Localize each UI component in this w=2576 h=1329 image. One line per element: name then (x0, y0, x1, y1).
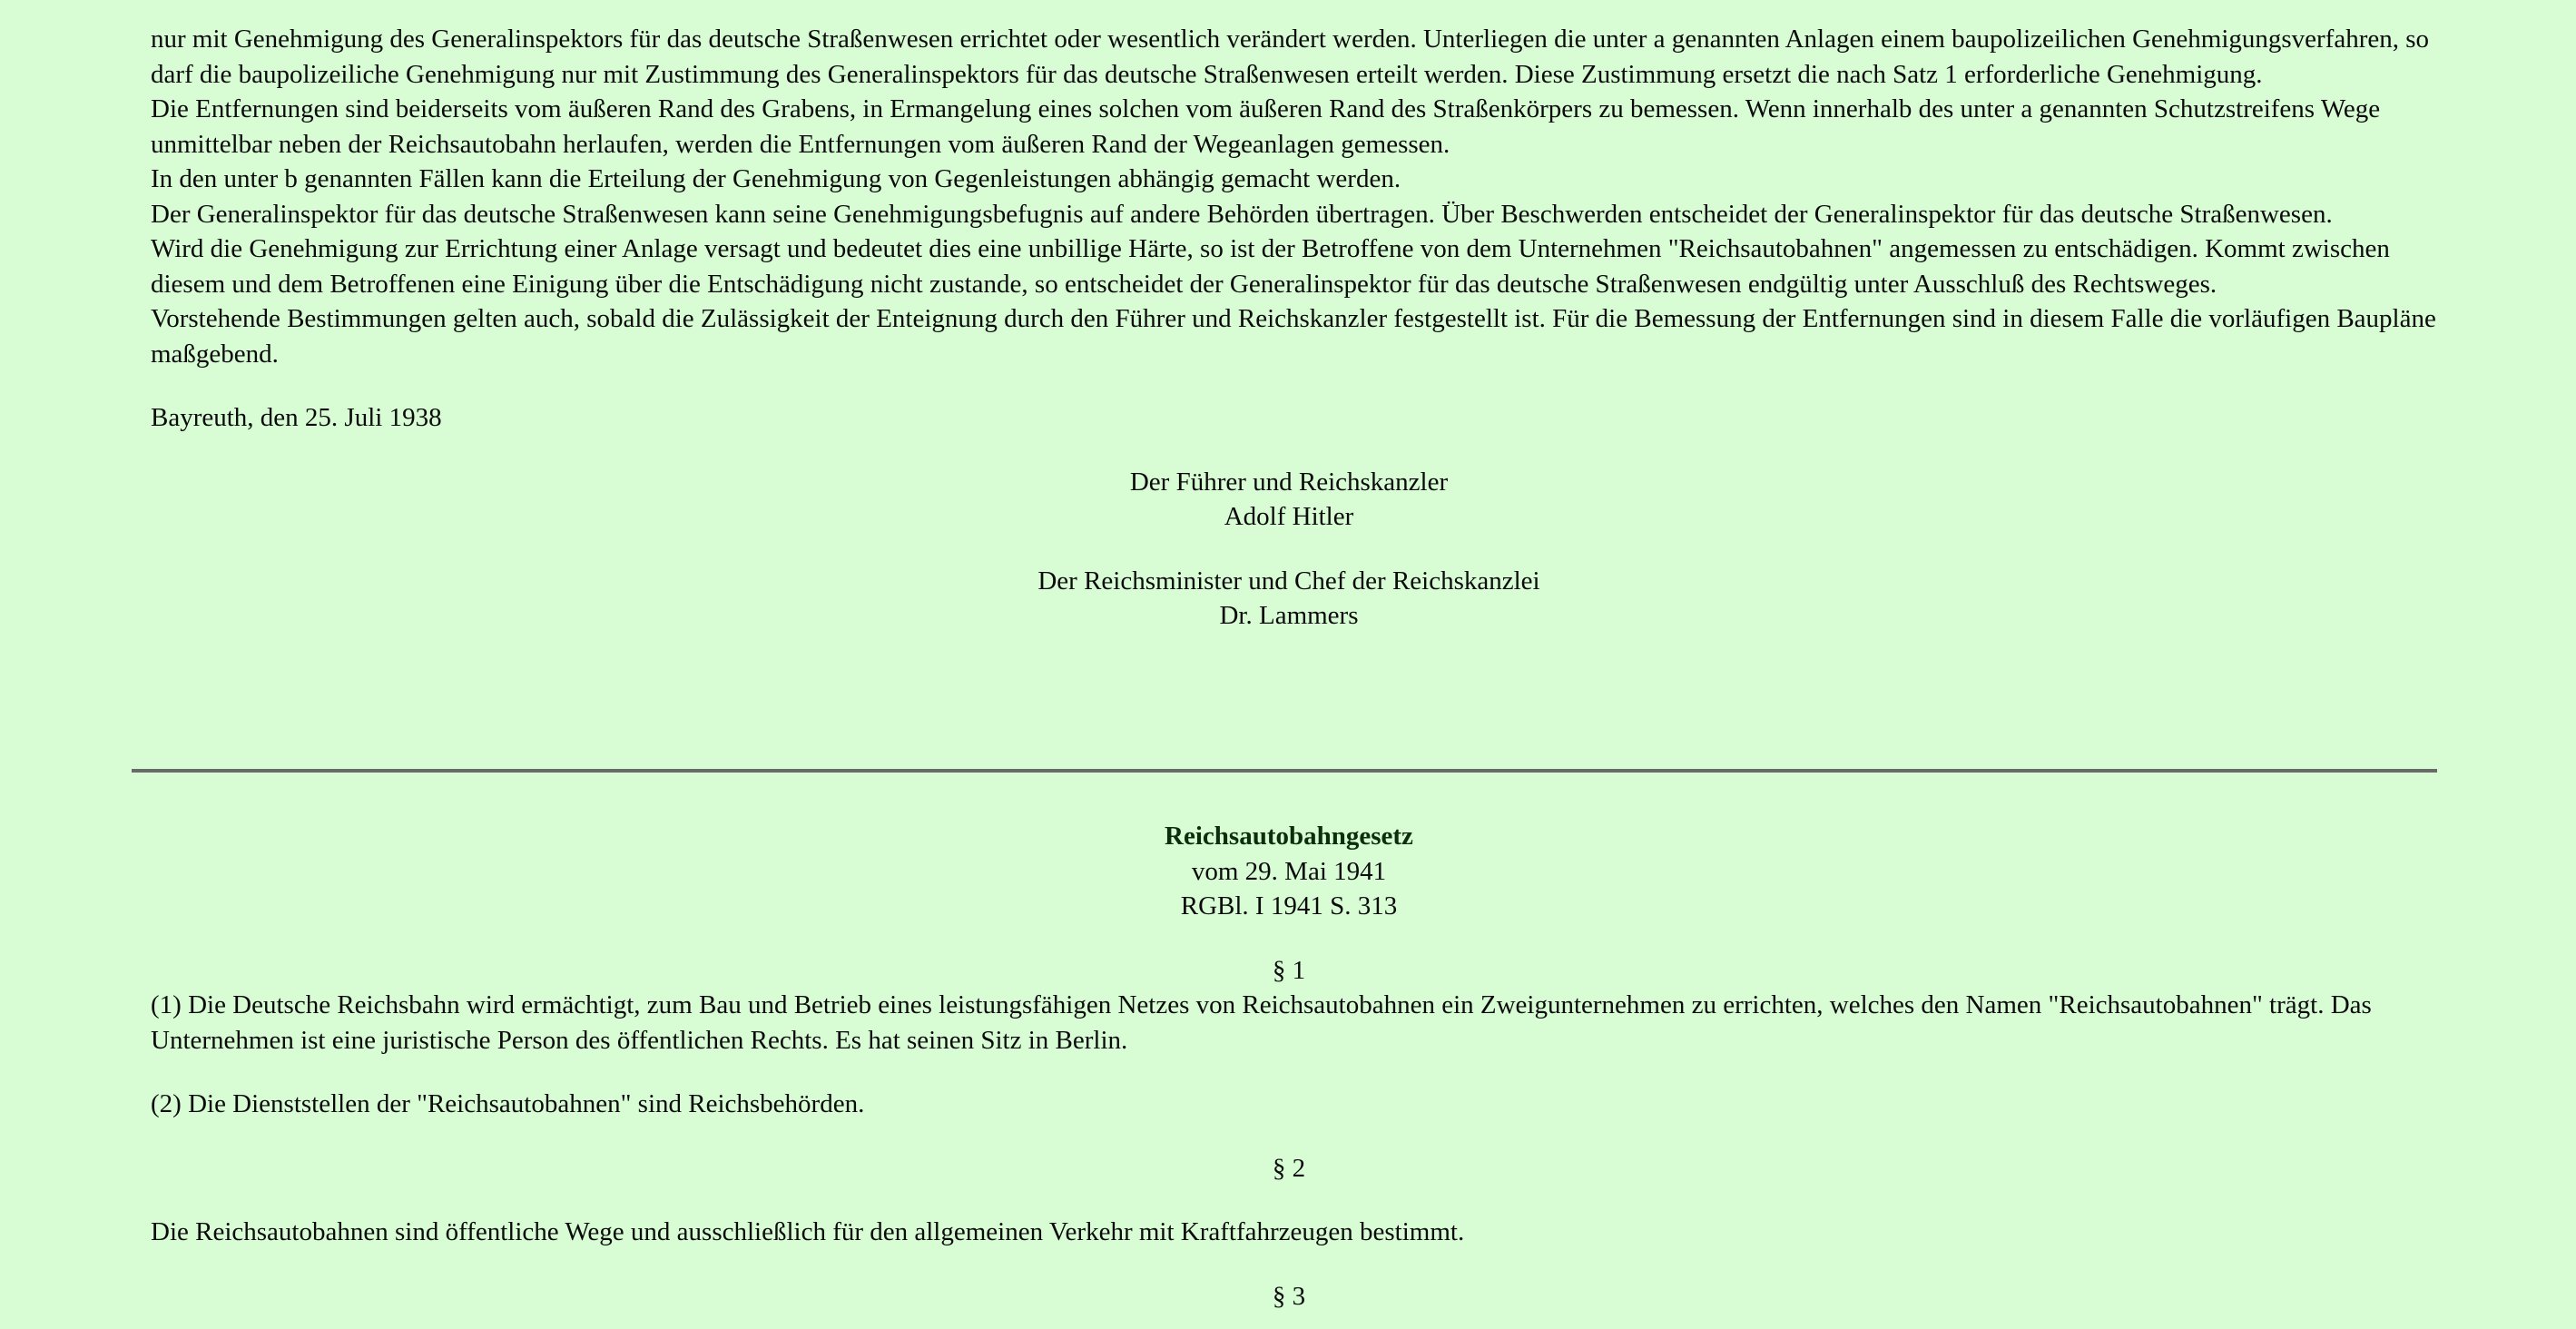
section-1-paragraph-1: (1) Die Deutsche Reichsbahn wird ermächtigt, zum Bau und Betrieb eines leistungsfähigen Netzes von Reichsautobahnen ein Zweigunternehmen zu errichten, welches den Namen "Reichsautobahnen" trägt. Das Unternehmen ist eine juristische Person des öffentlichen Rechts. Es hat seinen Sitz in Berlin. (151, 990, 2372, 1055)
section-2-paragraph-1: Die Reichsautobahnen sind öffentliche Wege und ausschließlich für den allgemeinen Verkehr mit Kraftfahrzeugen bestimmt. (151, 1217, 1465, 1246)
paragraph-compensation: Wird die Genehmigung zur Errichtung einer Anlage versagt und bedeutet dies eine unbillige Härte, so ist der Betroffene von dem Unternehmen "Reichsautobahnen" angemessen zu entschädigen. Kommt zwischen diesem und dem Betroffenen eine Einigung über die Entschädigung nicht zustande, so entscheidet der Generalinspektor für das deutsche Straßenwesen endgültig unter Ausschluß des Rechtsweges. (151, 234, 2390, 299)
upper-section (151, 22, 2438, 634)
section-1-paragraph-2: (2) Die Dienststellen der "Reichsautobahnen" sind Reichsbehörden. (151, 1089, 865, 1118)
law-header (151, 819, 2427, 924)
signature-role: Der Reichsminister und Chef der Reichskanzlei (1037, 566, 1540, 596)
horizontal-rule (132, 769, 2437, 773)
signature-reichsminister (151, 564, 2427, 634)
signature-role: Der Führer und Reichskanzler (1129, 467, 1449, 497)
paragraph-provisions: Vorstehende Bestimmungen gelten auch, sobald die Zulässigkeit der Enteignung durch den Führer und Reichskanzler festgestellt ist. Für die Bemessung der Entfernungen sind in diesem Falle die vorläufigen Baupläne maßgebend. (151, 304, 2436, 369)
signature-name: Adolf Hitler (1224, 502, 1354, 531)
paragraph-consideration: In den unter b genannten Fällen kann die Erteilung der Genehmigung von Gegenleistungen abhängig gemacht werden. (151, 164, 1401, 193)
section-heading-3: § 3 (1272, 1281, 1306, 1311)
section-heading-1: § 1 (1272, 955, 1306, 985)
law-date: vom 29. Mai 1941 (1191, 856, 1387, 886)
signature-name: Dr. Lammers (1219, 601, 1359, 630)
signature-fuehrer (151, 465, 2427, 535)
section-heading-2: § 2 (1272, 1153, 1306, 1183)
paragraph-delegation: Der Generalinspektor für das deutsche Straßenwesen kann seine Genehmigungsbefugnis auf andere Behörden übertragen. Über Beschwerden entscheidet der Generalinspektor für das deutsche Straßenwesen. (151, 199, 2333, 229)
paragraph-distances: Die Entfernungen sind beiderseits vom äußeren Rand des Grabens, in Ermangelung eines solchen vom äußeren Rand des Straßenkörpers zu bemessen. Wenn innerhalb des unter a genannten Schutzstreifens Wege unmittelbar neben der Reichsautobahn herlaufen, werden die Entfernungen vom äußeren Rand der Wegeanlagen gemessen. (151, 94, 2381, 159)
paragraph-approval: nur mit Genehmigung des Generalinspektors für das deutsche Straßenwesen errichtet oder wesentlich verändert werden. Unterliegen die unter a genannten Anlagen einem baupolizeilichen Genehmigungsverfahren, so darf die baupolizeiliche Genehmigung nur mit Zustimmung des Generalinspektors für das deutsche Straßenwesen erteilt werden. Diese Zustimmung ersetzt die nach Satz 1 erforderliche Genehmigung. (151, 25, 2430, 89)
law-section (151, 819, 2438, 1314)
place-date: Bayreuth, den 25. Juli 1938 (151, 403, 442, 432)
law-title: Reichsautobahngesetz (1165, 822, 1413, 851)
law-citation: RGBl. I 1941 S. 313 (1180, 891, 1398, 920)
